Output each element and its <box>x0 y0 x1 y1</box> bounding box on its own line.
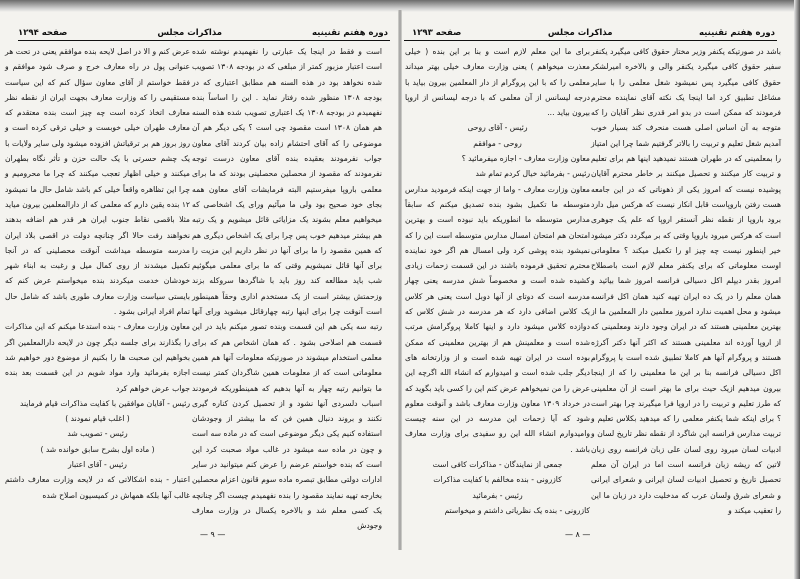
text-column-left <box>192 44 382 534</box>
speaker-line: کازرونی - بنده مخالفم با کفایت مذاکرات <box>433 475 562 485</box>
paragraph: اعتبار - بنده اشکالاتی که در لایحه وزارت معارف داشتم غالب آنها بلکه همهاش در کمیسیون اصلاح شده <box>5 475 190 500</box>
speaker-line: روحی - موافقم <box>473 138 522 148</box>
page-header <box>412 24 775 38</box>
paragraph: برای ما این معلم لازم است و بنا بر این بنده ( خیلی معذرت میخواهم ) یعنی وزارت معارف خیلی بهتر میداند معلمی را که با این پروگرام از دار المعلمین بیرون بیاید با درجه لیسانس از آن معلمی که با درجه لیسانس از اروپا بیرون بیاید ... <box>405 47 590 118</box>
text-column-right <box>5 44 190 503</box>
paragraph: عرض کنم و الا در اصل لایحه بنده موافقم یعنی در تحت هر عنوانی پول در راه معارف خرج و صرف شود موافقم و فقط خواستم از آقای معاون سؤال کنم که این سیاست مستقیمی را که وزارت معارف بجهت ایران از نقطه نظر معارف اتخاذ کرده است چه چیز است بنده معتقدم که معارف طهران خیلی خوبست و خیلی ترقی کرده است و روز بروز هم بر ترقیاتش افزوده میشود ولی سایر ولایات با یک چشم حسرتی با یک حالت حزن و تأثر نگاه بطهران میکنند و خیلی اظهار تعجب میکنند که چرا ما محرومیم و چرا این تظاهره واقعاً خیلی کم باشد شامل حال ما نمیشود ۱۲ بنده یقین دارم که معلمی که از دارالمعلمین بیرون میاید مثلا باقصی نقاط جنوب ایران هر قدر هم اضافه بدهند نخواهند رفت حالا اگر چنانچه دولت در اقصی بلاد ایران مدرسه متوسطه میداشت آنوقت محصلینی که در آنجا تکمیل میشدند از روی کمال میل و رغبت به ابناء شهر خودشان خدمت میکردند بنده میخواستم عرض کنم که بایستی سیاست وزارت معارف طوری باشد که شامل حال تمام افراد ایرانی بشود . <box>5 47 190 317</box>
paragraph: معاون وزارت معارف - بنده استدعا میکنم که این مذاکرات را بگذارند برای جلسه دیگر چون در لایحه دارالمعلمین اگر بخواهیم این صحبت ها را بکنیم از موضوع دور خواهیم شد اجازه بفرمائید وارد مواد شویم در این قسمت بعد بنده جواب عرض خواهم کرد <box>5 322 190 393</box>
speaker-line: جمعی از نمایندگان - مذاکرات کافی است <box>432 460 563 470</box>
header-title: مذاکرات مجلس <box>547 28 613 38</box>
header-rule <box>404 40 777 41</box>
session-label: دوره هفتم تقنینیه <box>312 28 388 38</box>
header-rule <box>18 40 390 41</box>
speaker-line: رئیس - آقای اعتبار <box>68 460 127 470</box>
speaker-line: رئیس - بفرمائید <box>472 490 523 500</box>
text-column-right <box>405 44 590 518</box>
paragraph: معاون وزارت معارف - اجازه میفرمائید ؟ <box>461 154 590 164</box>
paragraph: رئیس - آقایان موافقین با کفایت مذاکرات قیام فرمایند <box>19 398 190 408</box>
paragraph: معاون وزارت معارف - واما از جهت اینکه فرمودید مدارس متوسطه ما تکمیل بشود بنده تصدیق میکنم که سابقاً مدارس متوسطه ما انطوریکه باید نبوده است و بهترین امتحان هم امتحان امسال مدارس متوسطه است این را که نمیشود بنده پوشی کرد ولی امسال هم اگر خود نماینده محترم تحقیق فرموده باشند در این قسمت زحمات زیادی کشیده شده است و مخصوصاً شش مدرسه یعنی چهار مدرسه است که دوتای از آنها دوبل است یعنی هر کلاس یک کلاس اضافی دارد که هر مدرسه در شش کلاس که دوازده کلاس میشود دارد و اینها کاملا پروگرامش مرتب شده است و معلمینش هم از بهترین معلمینی که ممکن بوده است در ایران تهیه شده است و از وزارتخانه های دیگر جلب شده است و امیدوارم که انشاء الله اگرچه این عرض را من نمیخواهم عرض کنم این را کسی باید بگوید که در خرداد ۱۳۰۹ معاون وزارت معارف باشد و آنوقت معلوم شود که آیا زحمات این مدرسه در این سنه چیست وامیدوارم انشاء الله این رو سفیدی برای وزارت معارف باشد . <box>405 184 590 454</box>
paragraph: باشد در صورتیکه یکنفر وزیر مختار حقوق کافی میگیرد یکنفر سفیر حقوق کافی میگیرد یکنفر والی و بالاخره امیرلشکر حقوق کافی میگیرد پس نمیشود شغل معلمی را با سایر مشاغل تطبیق کرد اما اینجا یک نکته آقای نماینده محترم فرمودند که ممکن است در بدو امر قدری نظر آقایان را که متوجه به آن اساس اصلی هست منحرف کند بسیار خوب آمدیم شغل تعلیم و تربیت را بالاتر گرفتیم شما چرا این امتیاز را بمعلمینی که در طهران هستند نمیدهید اینها هم برای تعلیم و تربیت کار میکنند و تحصیل میکنند بر خاطر محترم آقایان پوشیده نیست که امروز یکی از ذهوناتی که در این جامعه هست رفتن باروپاست قابل انکار نیست که هرکس میل دارد برود باروپا از نقطه نظر آنستفر اروپا که علم یک جوهری است که هرکس میرود باروپا وقتی که بر میگردد دکتر میشود خیر اینطور نیست چه چیز او را تکمیل میکند ؟ معلوماتی اوست معلوماتی که برای یکنفر معلم لازم است باصطلاح امروز بقدر دیپلم اکل دسیالی فرانسه امروز شما بیائید و همان معلم را در یک ده ایران تهیه کنید همان اکل فرانسه میشود و محل اهمیت ندارد امروز معلمین دار المعلمین ما از بهترین معلمینی هستند که در ایران وجود دارند ومعلمینی که از اروپا آورده اند معلمینی هستند که اکثر آنها دکتر آکرژه هستند و پروگرام آنها هم کاملا تطبیق شده است با پروگرام اکل دسیالی فرانسه بنا بر این ما معلمینی را که از اینجا بیرون میدهیم ازیک حیث برای ما بهتر است از آن معلمینی که طرز تعلیم و تربیت را در اروپا فرا میگیرند چرا بهتر است ؟ برای اینکه شما یکنفر معلمی را که میدهید بکلاس تعلیم و تربیت مدارس فرانسه این شاگرد از نقطه نظر تاریخ لسان و ادبیات لسان میرود روی لسان علی زبان فرانسه روی زبان لاتین که ریشه زبان فرانسه است اما در ایران آن معلم تحصیل تاریخ و تحصیل ادبیات لسان ایرانی و شعرای ایرانی و شعرای شرق ولسان عرب که مدخلیت دارد در زبان ما این را تعقیب میکند و <box>591 47 781 515</box>
stage-direction: ( ماده اول بشرح سابق خوانده شد ) <box>40 444 155 454</box>
page-number: — ۹ — <box>200 530 226 539</box>
page-label: صفحه ۱۲۹۳ <box>412 28 462 38</box>
right-page <box>400 0 795 579</box>
session-label: دوره هفتم تقنینیه <box>699 28 775 38</box>
page-label: صفحه ۱۲۹۴ <box>18 28 68 38</box>
page-header <box>18 24 388 38</box>
speaker-line: رئیس - تصویب شد <box>67 429 128 439</box>
paragraph: است و فقط در اینجا یک عبارتی را نفهمیدم نوشته شده است اعتبار مزبور کمتر از مبلغی که در بودجه ۱۳۰۸ تصویب شده نخواهد بود در هذه السنه هم مطابق اعتباری که در بودجه ۱۳۰۸ منظور شده رفتار نماید . این را اساساً بنده نفهمیدم در بودجه ۱۳۰۸ یک اعتباری تصویب شده هذه السنه هم همان ۱۳۰۸ است مقصود چی است ؟ یکی دیگر هم آن موضوعی را که آقای احتشام زاده بیان کردند آقای معاون جواب نفرمودند بعقیده بنده آقای معاون درست توجه نفرمودند که مقصود از محصلین محصلینی بودند که ما برای معلمی باروپا میفرستیم البته فرمایشات آقای معاون همه بجای خود صحیح بود ولی ما میآئیم ورای یک اشخاصی که میخواهیم معلم بشوند یک مزایائی قائل میشویم و یک رتبه هم بیشتر میدهیم خوب پس چرا برای یک اشخاص دیگری هم که همین مقصود را ما برای آنها در نظر داریم این مزیت را برای آنها قائل نمیشویم وقتی که ما برای معلمی میگوئیم شب باید مطالعه کند روز باید با شاگردها سروکله بزند وزحمتش بیشتر است از یک مستخدم اداری وحقاً همینطور است آنوقت چرا برای اینها رتبه چهارقائل میشوید ورای آنها رتبه سه یکی هم این قسمت وبنده تصور میکنم باید در این قسمت هم اصلاحی بشود . که همان اشخاص هم که برای معلمی استخدام میشوند در صورتیکه معلومات آنها هم همین معلوماتی است که از معلومات همین شاگردان کمتر نیست ما بتوانیم رتبه چهار به آنها بدهیم که همینطوریکه فرمودند اسباب دلسردی آنها نشود و از تحصیل کردن کناره گیری نکنند و بروند دنبال همین فن که ما بیشتر از وجودشان استفاده کنیم یکی دیگر موضوعی است که در ماده سه است و چون در ماده سه میشود در غالب مواد صحبت کرد این است که بنده خواستم عرضم را عرض کنم میتوانید در سایر ادارات دولتی مطابق تبصره ماده سوم قانون اعزام محصلین بخارجه تهیه نمایند مقصود را بنده نفهمیدم چیست اگر چنانچه یک کسی معلم شد و بالاخره یکسال در وزارت معارف وجودش <box>192 47 382 531</box>
text-column-left <box>591 44 781 518</box>
paragraph: رئیس - بفرمائید خیال کردم تمام شد <box>475 169 590 179</box>
paragraph: کازرونی - بنده یک نظریاتی داشتم و میخواستم <box>444 505 590 515</box>
speaker-line: رئیس - آقای روحی <box>467 123 528 133</box>
page-number: — ۸ — <box>565 530 591 539</box>
stage-direction: ( اغلب قیام نمودند ) <box>65 414 130 424</box>
header-title: مذاکرات مجلس <box>157 28 222 38</box>
